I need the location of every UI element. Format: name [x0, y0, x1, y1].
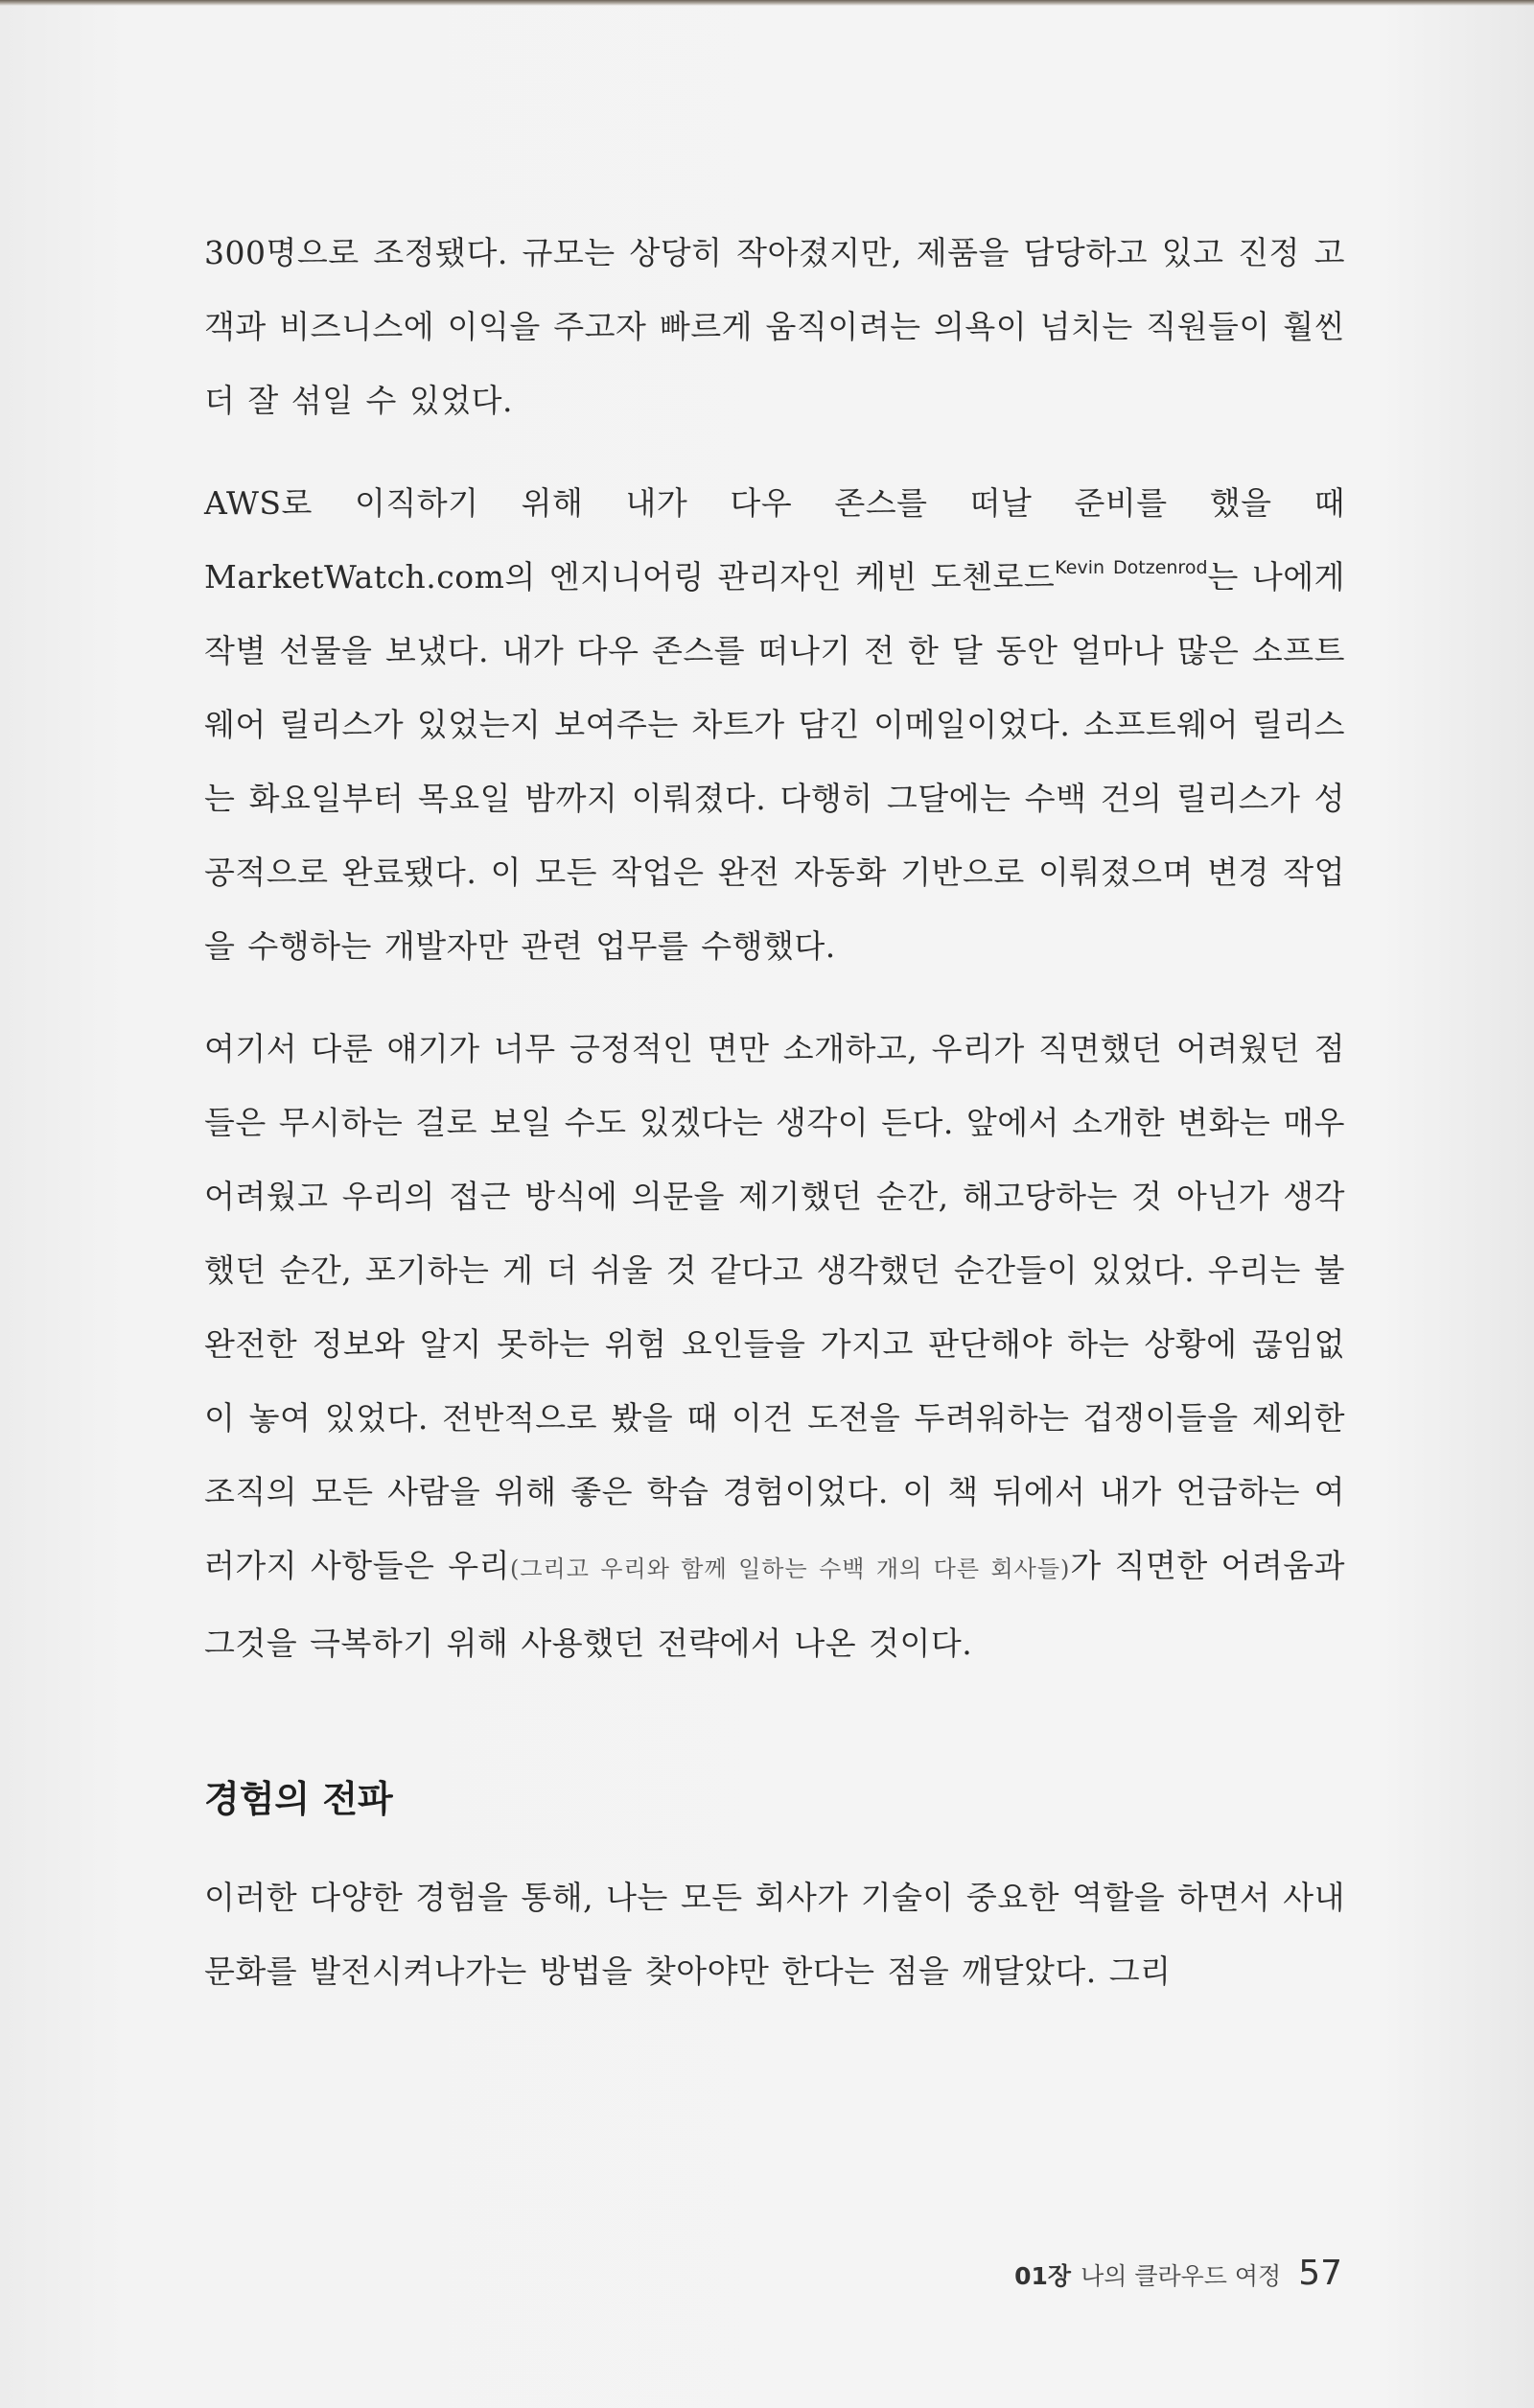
section-heading: 경험의 전파 — [204, 1778, 393, 1820]
paragraph-1: 300명으로 조정됐다. 규모는 상당히 작아졌지만, 제품을 담당하고 있고 진정 고객과 비즈니스에 이익을 주고자 빠르게 움직이려는 의욕이 넘치는 직원들이 훨씬 더 잘 섞일 수 있었다. — [204, 234, 1345, 419]
paragraph-2-text-before: AWS로 이직하기 위해 내가 다우 존스를 떠날 준비를 했을 때 MarketWatch.com의 엔지니어링 관리자인 케빈 도첸로드 — [204, 484, 1345, 596]
paragraph-2 — [204, 466, 1345, 983]
chapter-number: 01장 — [1014, 2262, 1072, 2290]
parenthetical-aside: (그리고 우리와 함께 일하는 수백 개의 다른 회사들) — [509, 1555, 1071, 1582]
page-footer — [1014, 2254, 1342, 2293]
original-name-superscript: Kevin Dotzenrod — [1055, 557, 1208, 578]
paragraph-3-text-before: 여기서 다룬 얘기가 너무 긍정적인 면만 소개하고, 우리가 직면했던 어려웠던 점들은 무시하는 걸로 보일 수도 있겠다는 생각이 든다. 앞에서 소개한 변화는 매우 어려웠고 우리의 접근 방식에 의문을 제기했던 순간, 해고당하는 것 아닌가 생각했던 순간, 포기하는 게 더 쉬울 것 같다고 생각했던 순간들이 있었다. 우리는 불완전한 정보와 알지 못하는 위험 요인들을 가지고 판단해야 하는 상황에 끊임없이 놓여 있었다. 전반적으로 봤을 때 이건 도전을 두려워하는 겁쟁이들을 제외한 조직의 모든 사람을 위해 좋은 학습 경험이었다. 이 책 뒤에서 내가 언급하는 여러가지 사항들은 우리 — [204, 1030, 1345, 1584]
page-top-edge — [0, 0, 1534, 6]
paragraph-3 — [204, 1012, 1345, 1680]
chapter-title: 나의 클라우드 여정 — [1081, 2262, 1282, 2290]
page-number: 57 — [1298, 2254, 1342, 2293]
paragraph-4: 이러한 다양한 경험을 통해, 나는 모든 회사가 기술이 중요한 역할을 하면서 사내 문화를 발전시켜나가는 방법을 찾아야만 한다는 점을 깨달았다. 그리 — [204, 1879, 1345, 1990]
paragraph-3-text-after: 가 직면한 어려움과 그것을 극복하기 위해 사용했던 전략에서 나온 것이다. — [204, 1547, 1345, 1662]
page-body — [204, 216, 1345, 2037]
paragraph-2-text-after: 는 나에게 작별 선물을 보냈다. 내가 다우 존스를 떠나기 전 한 달 동안 얼마나 많은 소프트웨어 릴리스가 있었는지 보여주는 차트가 담긴 이메일이었다. 소프트웨어 릴리스는 화요일부터 목요일 밤까지 이뤄졌다. 다행히 그달에는 수백 건의 릴리스가 성공적으로 완료됐다. 이 모든 작업은 완전 자동화 기반으로 이뤄졌으며 변경 작업을 수행하는 개발자만 관련 업무를 수행했다. — [204, 558, 1345, 965]
